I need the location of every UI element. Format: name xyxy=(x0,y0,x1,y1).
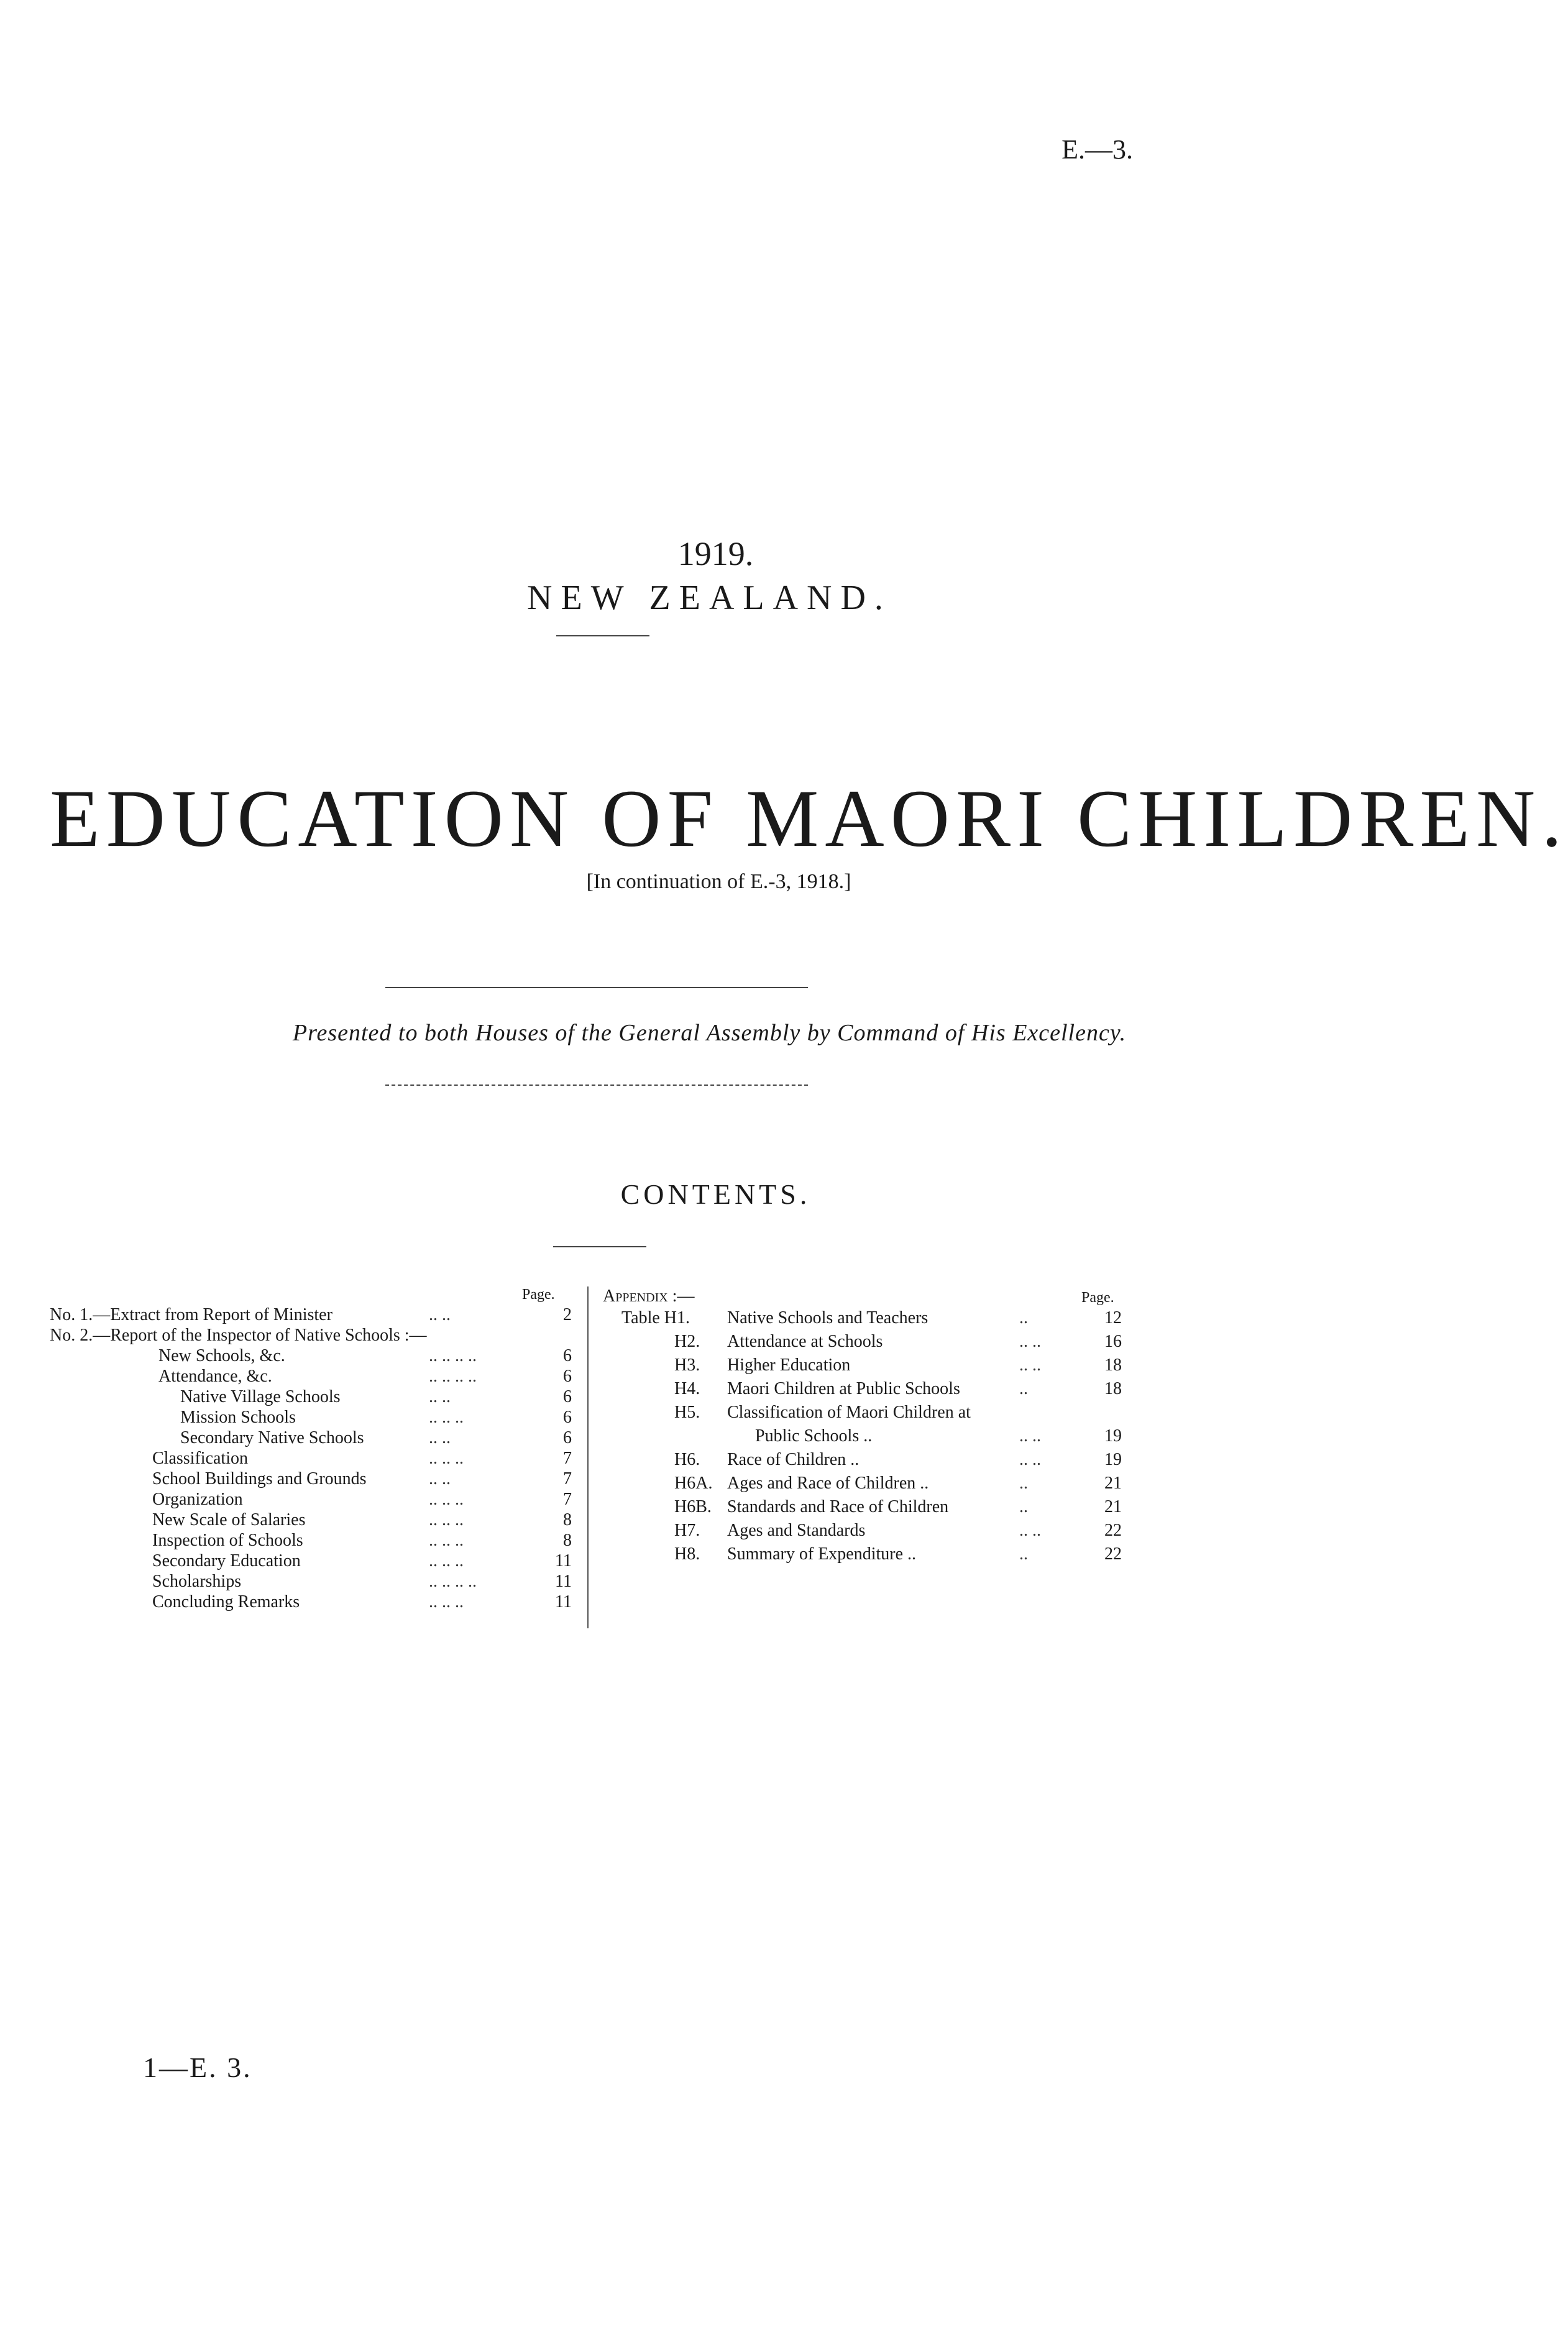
contents-leader-dots: .. .. xyxy=(429,1469,451,1488)
contents-item xyxy=(180,1428,364,1448)
appendix-table-code: H2. xyxy=(674,1332,700,1351)
contents-item-page: 7 xyxy=(563,1490,572,1509)
appendix-table-code: H8. xyxy=(674,1544,700,1564)
appendix-item-label: Classification of Maori Children at xyxy=(727,1403,971,1422)
contents-item xyxy=(152,1592,300,1612)
contents-item-page: 11 xyxy=(555,1572,572,1591)
appendix-table-code: H6B. xyxy=(674,1497,712,1516)
year: 1919. xyxy=(677,535,754,572)
contents-item-label: Secondary Education xyxy=(152,1551,301,1571)
appendix-leader-dots: .. .. xyxy=(1019,1521,1041,1540)
appendix-item-page: 21 xyxy=(1104,1474,1122,1493)
appendix-table-code: H3. xyxy=(674,1355,700,1375)
contents-item-label: School Buildings and Grounds xyxy=(152,1469,367,1488)
contents-item-label: Classification xyxy=(152,1449,248,1468)
appendix-item-label: Attendance at Schools xyxy=(727,1332,883,1351)
contents-item xyxy=(180,1387,341,1407)
appendix-table-code: H7. xyxy=(674,1521,700,1540)
appendix-table-code: H5. xyxy=(674,1403,700,1422)
appendix-item-label: Higher Education xyxy=(727,1355,851,1375)
contents-item-label: New Schools, &c. xyxy=(158,1346,285,1365)
contents-item-label: Organization xyxy=(152,1490,243,1509)
appendix-item-page: 19 xyxy=(1104,1426,1122,1446)
contents-item xyxy=(152,1449,248,1469)
contents-heading: CONTENTS. xyxy=(620,1178,811,1210)
appendix-item-page: 22 xyxy=(1104,1521,1122,1540)
divider-contents xyxy=(553,1246,646,1247)
contents-item-label: Inspection of Schools xyxy=(152,1531,303,1550)
contents-item-page: 8 xyxy=(563,1510,572,1529)
contents-leader-dots: .. .. .. xyxy=(429,1592,464,1612)
appendix-table-code: H6A. xyxy=(674,1474,713,1493)
presentation-note: Presented to both Houses of the General Assembly by Command of His Excellency. xyxy=(292,1020,1127,1046)
contents-leader-dots: .. .. .. .. xyxy=(429,1572,477,1591)
contents-item xyxy=(158,1367,272,1387)
left-page-header: Page. xyxy=(522,1286,555,1303)
contents-item-label: No. 2.—Report of the Inspector of Native Schools :— xyxy=(50,1326,427,1345)
appendix-item-label: Ages and Standards xyxy=(727,1521,866,1540)
contents-item-page: 11 xyxy=(555,1551,572,1571)
document-reference: E.—3. xyxy=(1061,134,1133,165)
contents-leader-dots: .. .. .. xyxy=(429,1551,464,1571)
contents-item xyxy=(152,1510,305,1530)
contents-item xyxy=(152,1469,367,1489)
contents-item-label: Scholarships xyxy=(152,1572,242,1591)
appendix-leader-dots: .. .. xyxy=(1019,1332,1041,1351)
contents-item xyxy=(158,1346,285,1366)
appendix-item-page: 18 xyxy=(1104,1355,1122,1375)
contents-item-label: New Scale of Salaries xyxy=(152,1510,306,1529)
appendix-item-label: Standards and Race of Children xyxy=(727,1497,949,1516)
contents-item-page: 6 xyxy=(563,1346,572,1365)
divider-long-2 xyxy=(385,1085,808,1086)
contents-leader-dots: .. .. .. .. xyxy=(429,1346,477,1365)
appendix-item-label: Race of Children .. xyxy=(727,1450,860,1469)
appendix-item-page: 22 xyxy=(1104,1544,1122,1564)
appendix-item-page: 21 xyxy=(1104,1497,1122,1516)
appendix-item-page: 19 xyxy=(1104,1450,1122,1469)
appendix-leader-dots: .. .. xyxy=(1019,1426,1041,1446)
contents-item-page: 2 xyxy=(563,1305,572,1324)
divider-short xyxy=(556,635,649,636)
appendix-label: Appendix :— xyxy=(603,1286,695,1306)
contents-item-page: 8 xyxy=(563,1531,572,1550)
contents-item-page: 7 xyxy=(563,1449,572,1468)
appendix-item-page: 12 xyxy=(1104,1308,1122,1328)
appendix-item-page: 18 xyxy=(1104,1379,1122,1398)
contents-item-page: 6 xyxy=(563,1428,572,1447)
document-title: EDUCATION OF MAORI CHILDREN. xyxy=(50,773,1568,864)
contents-item-label: Native Village Schools xyxy=(180,1387,341,1406)
appendix-leader-dots: .. xyxy=(1019,1474,1028,1493)
contents-item-label: No. 1.—Extract from Report of Minister xyxy=(50,1305,332,1324)
contents-item-page: 6 xyxy=(563,1367,572,1386)
right-page-header: Page. xyxy=(1081,1290,1114,1306)
contents-leader-dots: .. .. .. xyxy=(429,1408,464,1427)
contents-item xyxy=(180,1408,296,1428)
column-divider xyxy=(587,1286,589,1628)
document-subtitle: [In continuation of E.-3, 1918.] xyxy=(586,870,851,893)
contents-leader-dots: .. .. .. xyxy=(429,1449,464,1468)
contents-item xyxy=(152,1490,243,1510)
contents-item-label: Attendance, &c. xyxy=(158,1367,272,1386)
appendix-leader-dots: .. xyxy=(1019,1544,1028,1564)
appendix-leader-dots: .. xyxy=(1019,1497,1028,1516)
contents-leader-dots: .. .. .. xyxy=(429,1510,464,1529)
contents-item xyxy=(152,1551,301,1571)
appendix-item-page: 16 xyxy=(1104,1332,1122,1351)
contents-item-page: 11 xyxy=(555,1592,572,1612)
divider-long xyxy=(385,987,808,988)
contents-item-label: Mission Schools xyxy=(180,1408,296,1427)
contents-leader-dots: .. .. xyxy=(429,1387,451,1406)
appendix-leader-dots: .. xyxy=(1019,1379,1028,1398)
appendix-item-label: Summary of Expenditure .. xyxy=(727,1544,917,1564)
contents-leader-dots: .. .. .. xyxy=(429,1490,464,1509)
contents-leader-dots: .. .. xyxy=(429,1305,451,1324)
contents-item-page: 6 xyxy=(563,1387,572,1406)
contents-item xyxy=(152,1572,241,1592)
country-name: NEW ZEALAND. xyxy=(527,579,892,617)
appendix-leader-dots: .. .. xyxy=(1019,1450,1041,1469)
appendix-table-code: H6. xyxy=(674,1450,700,1469)
appendix-table-code: H4. xyxy=(674,1379,700,1398)
contents-item-page: 6 xyxy=(563,1408,572,1427)
appendix-item-label: Public Schools .. xyxy=(755,1426,873,1446)
contents-leader-dots: .. .. xyxy=(429,1428,451,1447)
contents-item-page: 7 xyxy=(563,1469,572,1488)
appendix-leader-dots: .. .. xyxy=(1019,1355,1041,1375)
appendix-item-label: Native Schools and Teachers xyxy=(727,1308,928,1328)
appendix-leader-dots: .. xyxy=(1019,1308,1028,1328)
appendix-item-label: Maori Children at Public Schools xyxy=(727,1379,960,1398)
contents-item-label: Secondary Native Schools xyxy=(180,1428,364,1447)
contents-item xyxy=(152,1531,303,1551)
appendix-table-code: Table H1. xyxy=(621,1308,690,1328)
contents-item xyxy=(50,1305,332,1325)
contents-item xyxy=(50,1326,427,1346)
contents-leader-dots: .. .. .. .. xyxy=(429,1367,477,1386)
contents-leader-dots: .. .. .. xyxy=(429,1531,464,1550)
contents-item-label: Concluding Remarks xyxy=(152,1592,300,1612)
appendix-item-label: Ages and Race of Children .. xyxy=(727,1474,929,1493)
footer-reference: 1—E. 3. xyxy=(143,2052,252,2083)
